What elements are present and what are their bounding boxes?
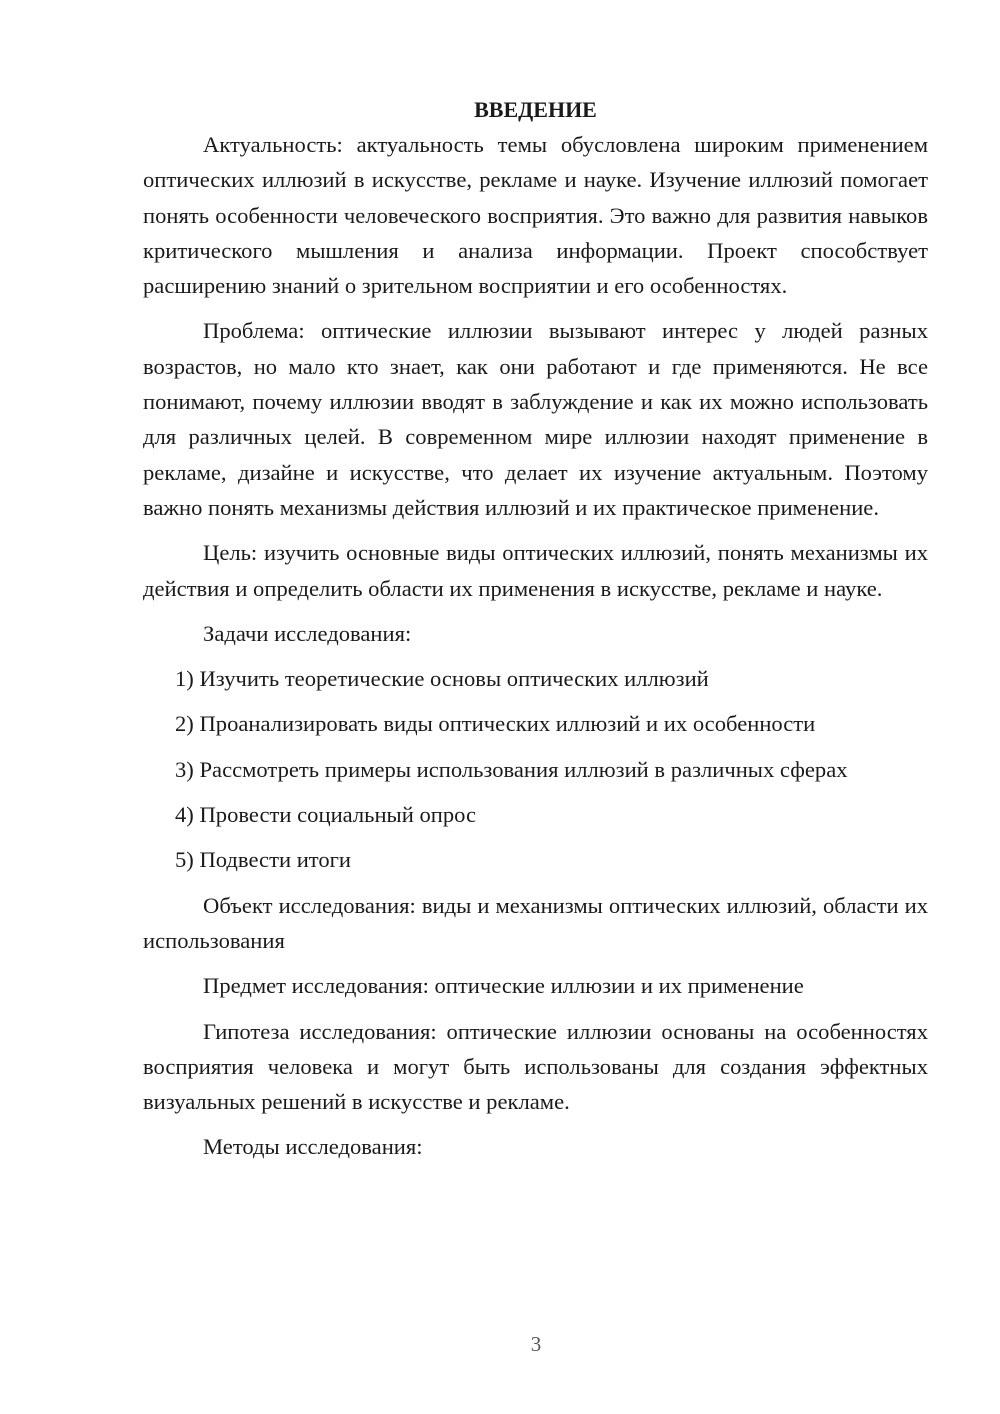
list-item: 1) Изучить теоретические основы оптических иллюзий	[175, 666, 709, 692]
list-item: 4) Провести социальный опрос	[175, 802, 477, 828]
list-item: 5) Подвести итоги	[175, 847, 352, 873]
tasks-heading: Задачи исследования:	[203, 620, 412, 646]
list-item: 3) Рассмотреть примеры использования иллюзий в различных сферах	[175, 756, 848, 782]
problem-paragraph: Проблема: оптические иллюзии вызывают интерес у людей разных возрастов, но мало кто знает, как они работают и где применяются. Не все понимают, почему иллюзии вводят в заблуждение и как их можно использовать для различных целей. В современном мире иллюзии находят применение в рекламе, дизайне и искусстве, что делает их изучение актуальным. Поэтому важно понять механизмы действия иллюзий и их практическое применение.	[143, 318, 928, 520]
hypothesis-paragraph: Гипотеза исследования: оптические иллюзии основаны на особенностях восприятия человека и могут быть использованы для создания эффектных визуальных решений в искусстве и рекламе.	[143, 1018, 928, 1115]
page-number: 3	[530, 1332, 542, 1356]
tasks-list	[143, 661, 928, 877]
methods-heading: Методы исследования:	[203, 1134, 423, 1160]
goal-paragraph: Цель: изучить основные виды оптических иллюзий, понять механизмы их действия и определить области их применения в искусстве, рекламе и науке.	[143, 540, 928, 601]
document-page	[143, 92, 928, 1175]
subject-paragraph: Предмет исследования: оптические иллюзии и их применение	[203, 973, 804, 999]
list-item: 2) Проанализировать виды оптических иллюзий и их особенности	[175, 711, 816, 737]
relevance-paragraph: Актуальность: актуальность темы обусловлена широким применением оптических иллюзий в искусстве, рекламе и науке. Изучение иллюзий помогает понять особенности человеческого восприятия. Это важно для развития навыков критического мышления и анализа информации. Проект способствует расширению знаний о зрительном восприятии и его особенностях.	[143, 132, 928, 299]
section-title: ВВЕДЕНИЕ	[474, 97, 597, 122]
object-paragraph: Объект исследования: виды и механизмы оптических иллюзий, области их использования	[143, 892, 928, 953]
